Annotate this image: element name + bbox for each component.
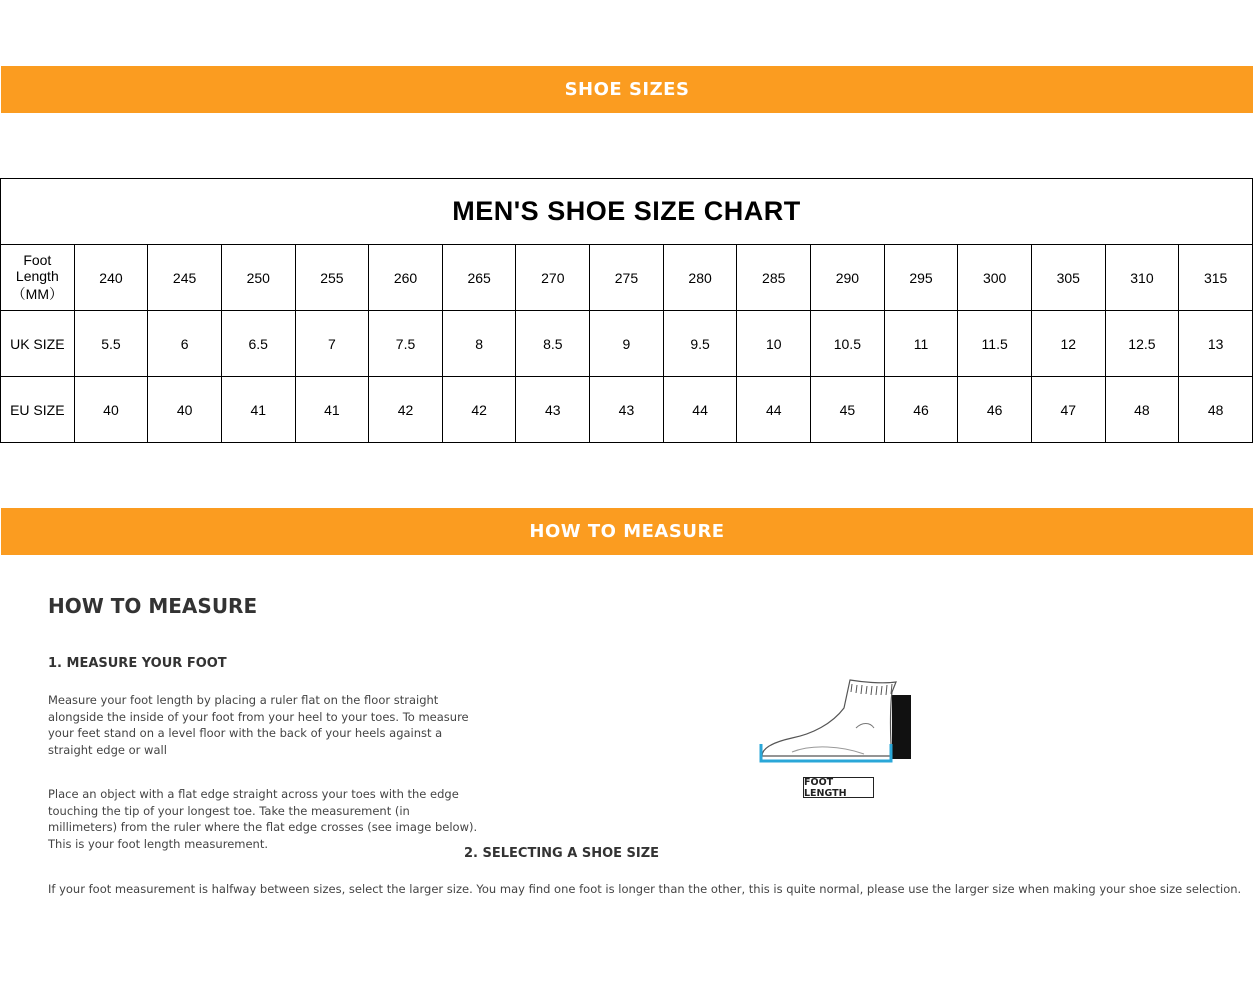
row-label-foot-length: Foot Length（MM）	[1, 245, 75, 311]
measure-heading: HOW TO MEASURE	[48, 594, 258, 618]
table-cell: 9	[590, 311, 664, 377]
table-row-uk-size	[1, 311, 1253, 377]
table-cell: 245	[148, 245, 222, 311]
table-cell: 6.5	[221, 311, 295, 377]
table-cell: 275	[590, 245, 664, 311]
foot-length-label: FOOT LENGTH	[803, 777, 874, 798]
table-cell: 42	[369, 377, 443, 443]
table-row-foot-length	[1, 245, 1253, 311]
table-cell: 265	[442, 245, 516, 311]
table-cell: 12.5	[1105, 311, 1179, 377]
table-cell: 280	[663, 245, 737, 311]
table-cell: 44	[737, 377, 811, 443]
table-cell: 250	[221, 245, 295, 311]
table-cell: 13	[1179, 311, 1253, 377]
table-cell: 7.5	[369, 311, 443, 377]
how-to-measure-banner-label: HOW TO MEASURE	[529, 521, 725, 542]
table-cell: 260	[369, 245, 443, 311]
table-cell: 40	[74, 377, 148, 443]
row-label-uk-size: UK SIZE	[1, 311, 75, 377]
table-cell: 12	[1031, 311, 1105, 377]
table-cell: 310	[1105, 245, 1179, 311]
table-cell: 11	[884, 311, 958, 377]
step1-paragraph-1: Measure your foot length by placing a ruler flat on the floor straight alongside the inside of your foot from your heel to your toes. To measure your feet stand on a level floor with the back of your heels against a straight edge or wall	[48, 693, 469, 758]
table-cell: 46	[884, 377, 958, 443]
chart-title-row	[1, 179, 1253, 245]
step2-heading: 2. SELECTING A SHOE SIZE	[464, 846, 660, 861]
row-label-eu-size: EU SIZE	[1, 377, 75, 443]
table-cell: 315	[1179, 245, 1253, 311]
table-cell: 285	[737, 245, 811, 311]
how-to-measure-banner	[1, 508, 1253, 555]
table-cell: 10.5	[811, 311, 885, 377]
table-cell: 8	[442, 311, 516, 377]
table-cell: 43	[516, 377, 590, 443]
table-cell: 240	[74, 245, 148, 311]
table-cell: 11.5	[958, 311, 1032, 377]
shoe-sizes-banner	[1, 66, 1253, 113]
table-cell: 295	[884, 245, 958, 311]
table-cell: 10	[737, 311, 811, 377]
table-cell: 41	[295, 377, 369, 443]
table-cell: 48	[1105, 377, 1179, 443]
table-cell: 255	[295, 245, 369, 311]
table-cell: 47	[1031, 377, 1105, 443]
table-cell: 41	[221, 377, 295, 443]
step2-paragraph: If your foot measurement is halfway between sizes, select the larger size. You may find one foot is longer than the other, this is quite normal, please use the larger size when making your shoe size selection.	[48, 882, 1242, 896]
table-cell: 43	[590, 377, 664, 443]
table-cell: 5.5	[74, 311, 148, 377]
table-cell: 305	[1031, 245, 1105, 311]
table-cell: 46	[958, 377, 1032, 443]
table-cell: 9.5	[663, 311, 737, 377]
table-cell: 6	[148, 311, 222, 377]
table-cell: 45	[811, 377, 885, 443]
table-cell: 270	[516, 245, 590, 311]
table-cell: 44	[663, 377, 737, 443]
shoe-sizes-banner-label: SHOE SIZES	[564, 79, 690, 100]
table-cell: 300	[958, 245, 1032, 311]
table-cell: 40	[148, 377, 222, 443]
table-cell: 7	[295, 311, 369, 377]
table-cell: 290	[811, 245, 885, 311]
table-cell: 42	[442, 377, 516, 443]
step1-heading: 1. MEASURE YOUR FOOT	[48, 656, 227, 671]
size-chart-table	[0, 178, 1253, 443]
wall-block	[892, 695, 911, 759]
step1-paragraph-2: Place an object with a flat edge straight across your toes with the edge touching the tip of your longest toe. Take the measurement (in millimeters) from the ruler where the flat edge crosses (see image below). This is your foot length measurement.	[48, 787, 478, 852]
table-cell: 8.5	[516, 311, 590, 377]
chart-title: MEN'S SHOE SIZE CHART	[1, 179, 1253, 245]
table-cell: 48	[1179, 377, 1253, 443]
table-row-eu-size	[1, 377, 1253, 443]
